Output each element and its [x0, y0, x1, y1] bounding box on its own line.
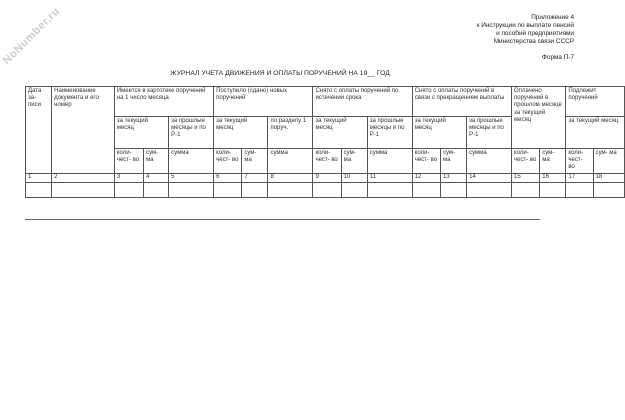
- column-number: 12: [412, 173, 440, 182]
- header-current: за текущий месяц: [412, 117, 466, 149]
- appendix-note: [477, 14, 574, 46]
- column-number: 1: [26, 173, 52, 182]
- table-cell[interactable]: [593, 182, 624, 197]
- table-cell[interactable]: [268, 182, 313, 197]
- header-name: Наименование документа и его номер: [52, 87, 115, 174]
- header-current: за текущий месяц: [114, 117, 168, 149]
- column-number: 13: [440, 173, 466, 182]
- column-number: 3: [114, 173, 143, 182]
- header-past: за прошлые месяцы и по Р-1: [169, 117, 214, 149]
- column-number: 2: [52, 173, 115, 182]
- header-sum: сум- ма: [440, 149, 466, 174]
- header-paid: Оплачено поручений в прошлом месяце за текущий месяц: [512, 87, 566, 149]
- table-row: [26, 182, 625, 197]
- table-cell[interactable]: [540, 182, 566, 197]
- column-number: 6: [214, 173, 242, 182]
- header-qty: коли- чест- во: [566, 149, 593, 174]
- column-number: 11: [367, 173, 412, 182]
- column-number: 5: [169, 173, 214, 182]
- header-due: Подлежит поручений: [566, 87, 625, 117]
- header-in-file: Имеется в картотеке поручений на 1 число месяца: [114, 87, 213, 117]
- header-qty: коли- чест- во: [214, 149, 242, 174]
- header-sum: сум- ма: [540, 149, 566, 174]
- table-cell[interactable]: [440, 182, 466, 197]
- column-number: 7: [242, 173, 268, 182]
- column-number: 4: [144, 173, 169, 182]
- form-code: Форма П-7: [542, 54, 574, 61]
- table-cell[interactable]: [313, 182, 341, 197]
- header-qty: коли- чест- во: [512, 149, 540, 174]
- header-sum: сумма: [367, 149, 412, 174]
- header-sum: сум- ма: [341, 149, 367, 174]
- column-number: 15: [512, 173, 540, 182]
- header-past: за прошлые месяцы и по Р-1: [467, 117, 512, 149]
- table-cell[interactable]: [144, 182, 169, 197]
- table-cell[interactable]: [169, 182, 214, 197]
- header-section: по разделу 1 поруч.: [268, 117, 313, 149]
- table-cell[interactable]: [341, 182, 367, 197]
- header-past: за прошлые месяцы и по Р-1: [367, 117, 412, 149]
- table-cell[interactable]: [52, 182, 115, 197]
- column-number: 14: [467, 173, 512, 182]
- appendix-line: к Инструкции по выплате пенсий: [476, 22, 574, 29]
- column-number: 17: [566, 173, 593, 182]
- header-sum: сум- ма: [593, 149, 624, 174]
- column-number: 10: [341, 173, 367, 182]
- column-numbers-row: [26, 173, 625, 182]
- column-number: 16: [540, 173, 566, 182]
- header-sum: сумма: [169, 149, 214, 174]
- header-current: за текущий месяц: [566, 117, 625, 149]
- header-sum: сумма: [268, 149, 313, 174]
- header-sum: сумма: [467, 149, 512, 174]
- header-sum: сум- ма: [144, 149, 169, 174]
- divider: [25, 219, 540, 220]
- table-cell[interactable]: [512, 182, 540, 197]
- header-qty: коли- чест- во: [412, 149, 440, 174]
- header-removed-stopped: Снято с оплаты поручений в связи с прекращением выплаты: [412, 87, 511, 117]
- appendix-line: и пособий предприятиями: [496, 30, 574, 37]
- document-title: ЖУРНАЛ УЧЕТА ДВИЖЕНИЯ И ОПЛАТЫ ПОРУЧЕНИЙ НА 19__ ГОД: [170, 70, 390, 77]
- table-cell[interactable]: [214, 182, 242, 197]
- header-current: за текущий месяц: [313, 117, 367, 149]
- table-cell[interactable]: [412, 182, 440, 197]
- column-number: 18: [593, 173, 624, 182]
- appendix-line: Министерства связи СССР: [493, 38, 574, 45]
- table-cell[interactable]: [114, 182, 143, 197]
- header-qty: коли- чест- во: [114, 149, 143, 174]
- header-sum: сум- ма: [242, 149, 268, 174]
- header-date: Дата за- писи: [26, 87, 52, 174]
- table-cell[interactable]: [566, 182, 593, 197]
- watermark: NoNumber.ru: [0, 5, 63, 67]
- column-number: 9: [313, 173, 341, 182]
- journal-table: [25, 86, 619, 204]
- table-cell[interactable]: [367, 182, 412, 197]
- header-qty: коли- чест- во: [313, 149, 341, 174]
- table-cell[interactable]: [242, 182, 268, 197]
- header-removed-expired: Снято с оплаты поручений по истечении срока: [313, 87, 412, 117]
- header-current: за текущий месяц: [214, 117, 268, 149]
- appendix-line: Приложение 4: [531, 14, 574, 21]
- header-received: Поступило (сдано) новых поручений: [214, 87, 313, 117]
- table-cell[interactable]: [467, 182, 512, 197]
- table-cell[interactable]: [26, 182, 52, 197]
- column-number: 8: [268, 173, 313, 182]
